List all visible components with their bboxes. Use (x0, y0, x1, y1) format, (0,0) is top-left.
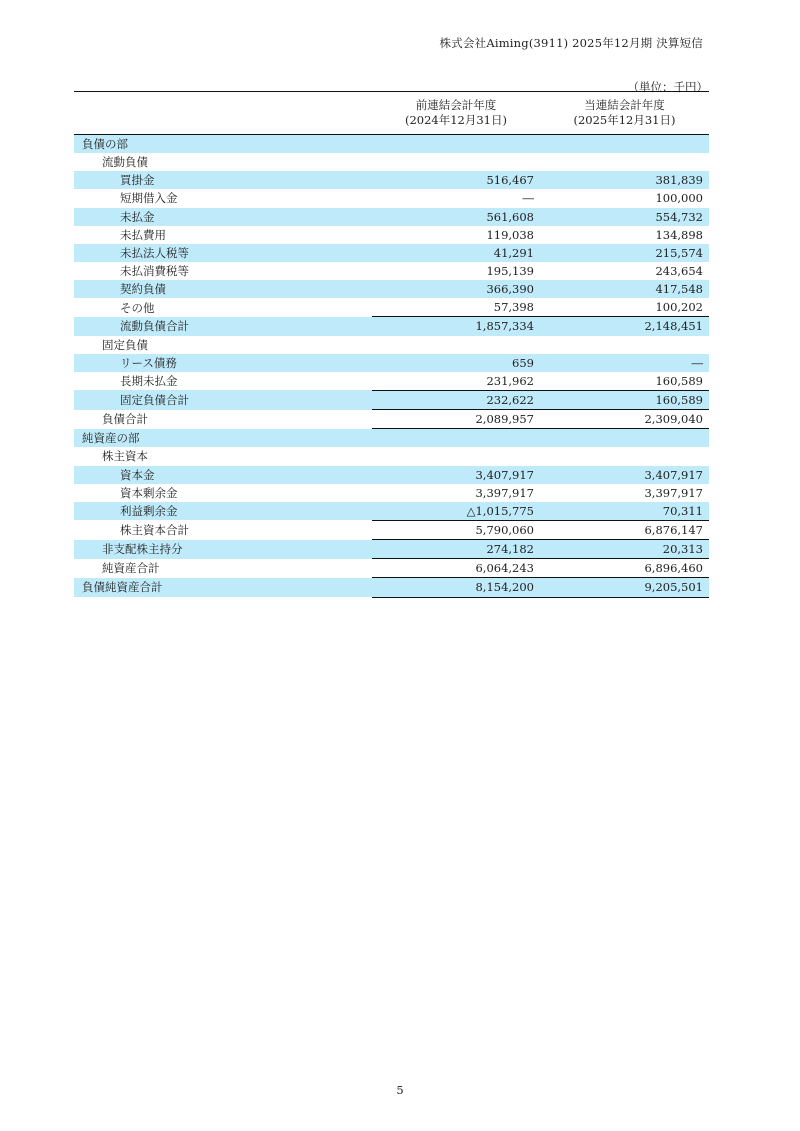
table-row (74, 429, 709, 448)
subtotal-row (74, 390, 709, 409)
value-prev: 6,064,243 (372, 559, 540, 578)
table-row (74, 171, 709, 189)
table-row (74, 372, 709, 391)
value-prev (372, 135, 540, 154)
balance-sheet-table (74, 91, 709, 598)
table-row (74, 484, 709, 502)
row-label: 長期未払金 (120, 374, 178, 389)
row-label: 流動負債 (102, 155, 148, 170)
value-curr (540, 447, 709, 465)
value-curr: 100,000 (655, 191, 703, 206)
value-prev: 231,962 (486, 373, 534, 388)
table-row (74, 280, 709, 298)
column-header-curr (540, 92, 709, 135)
row-label: 負債合計 (102, 412, 148, 427)
row-label: その他 (120, 300, 155, 315)
value-prev: 2,089,957 (372, 410, 540, 429)
row-label: 純資産合計 (102, 561, 160, 576)
row-label: 未払費用 (120, 227, 166, 242)
table-row (74, 354, 709, 372)
table-row (74, 244, 709, 262)
table-row (74, 336, 709, 354)
table-row (74, 502, 709, 521)
page-header: 株式会社Aiming(3911) 2025年12月期 決算短信 (439, 36, 703, 50)
total-row (74, 410, 709, 429)
unit-label: （単位：千円） (627, 80, 708, 94)
row-label: 買掛金 (74, 171, 372, 189)
value-prev: 5,790,060 (372, 520, 540, 539)
row-label: 資本金 (74, 466, 372, 484)
row-label: 未払法人税等 (74, 244, 372, 262)
value-curr (540, 135, 709, 154)
value-prev: 1,857,334 (372, 317, 540, 336)
value-curr: 70,311 (540, 502, 709, 521)
value-curr: 417,548 (540, 280, 709, 298)
value-prev: 3,397,917 (475, 485, 534, 500)
total-row (74, 559, 709, 578)
column-header-prev (372, 92, 540, 135)
row-label: 契約負債 (74, 280, 372, 298)
table-row (74, 447, 709, 465)
value-prev: 119,038 (486, 227, 534, 242)
table-row (74, 466, 709, 484)
table-row (74, 226, 709, 244)
value-prev: 232,622 (372, 390, 540, 409)
table-row (74, 153, 709, 171)
table-row (74, 540, 709, 559)
value-curr: 160,589 (540, 390, 709, 409)
grand-total-row (74, 578, 709, 597)
value-curr (540, 429, 709, 448)
value-curr: 3,407,917 (540, 466, 709, 484)
value-curr: 160,589 (655, 373, 703, 388)
row-label: 未払金 (74, 208, 372, 226)
row-label: 固定負債合計 (74, 390, 372, 409)
row-label: 負債純資産合計 (74, 578, 372, 597)
column-header-curr-title: 当連結会計年度 (584, 98, 665, 112)
value-curr: 243,654 (655, 264, 703, 279)
table-row (74, 262, 709, 280)
value-prev: 3,407,917 (372, 466, 540, 484)
value-prev: 8,154,200 (372, 578, 540, 597)
value-prev: 659 (372, 354, 540, 372)
value-prev: 274,182 (372, 540, 540, 559)
value-curr: 6,876,147 (540, 520, 709, 539)
row-label: 未払消費税等 (120, 264, 189, 279)
header-label-cell (74, 92, 372, 135)
value-prev: 57,398 (493, 300, 534, 315)
value-prev: ― (522, 191, 534, 206)
table-row (74, 298, 709, 317)
row-label: 利益剰余金 (74, 502, 372, 521)
column-header-curr-date: (2025年12月31日) (573, 113, 676, 127)
value-curr (540, 153, 709, 171)
table-row (74, 189, 709, 207)
row-label: リース債務 (74, 354, 372, 372)
value-prev: △1,015,775 (372, 502, 540, 521)
value-prev (372, 447, 540, 465)
value-prev: 561,608 (372, 208, 540, 226)
value-prev: 516,467 (372, 171, 540, 189)
value-curr: ― (540, 354, 709, 372)
value-curr: 20,313 (540, 540, 709, 559)
row-label: 固定負債 (102, 337, 148, 352)
column-header-prev-date: (2024年12月31日) (404, 113, 507, 127)
page-number: 5 (396, 1083, 404, 1097)
value-prev (372, 336, 540, 354)
value-curr: 134,898 (655, 227, 703, 242)
table-row (74, 208, 709, 226)
row-label: 資本剰余金 (120, 485, 178, 500)
value-curr: 554,732 (540, 208, 709, 226)
value-curr: 3,397,917 (644, 485, 703, 500)
row-label: 非支配株主持分 (74, 540, 372, 559)
subtotal-row (74, 520, 709, 539)
row-label: 株主資本 (102, 449, 148, 464)
value-curr: 381,839 (540, 171, 709, 189)
subtotal-row (74, 317, 709, 336)
value-prev: 366,390 (372, 280, 540, 298)
table-row (74, 135, 709, 154)
value-curr: 215,574 (540, 244, 709, 262)
row-label: 流動負債合計 (74, 317, 372, 336)
value-curr (540, 336, 709, 354)
value-curr: 9,205,501 (540, 578, 709, 597)
value-prev (372, 153, 540, 171)
table-header-row (74, 92, 709, 135)
row-label: 株主資本合計 (120, 523, 189, 538)
value-curr: 100,202 (655, 300, 703, 315)
value-prev: 195,139 (486, 264, 534, 279)
row-label: 純資産の部 (74, 429, 372, 448)
value-curr: 6,896,460 (540, 559, 709, 578)
value-prev: 41,291 (372, 244, 540, 262)
value-curr: 2,148,451 (540, 317, 709, 336)
row-label: 負債の部 (74, 135, 372, 154)
row-label: 短期借入金 (120, 191, 178, 206)
value-curr: 2,309,040 (540, 410, 709, 429)
column-header-prev-title: 前連結会計年度 (415, 98, 497, 112)
value-prev (372, 429, 540, 448)
